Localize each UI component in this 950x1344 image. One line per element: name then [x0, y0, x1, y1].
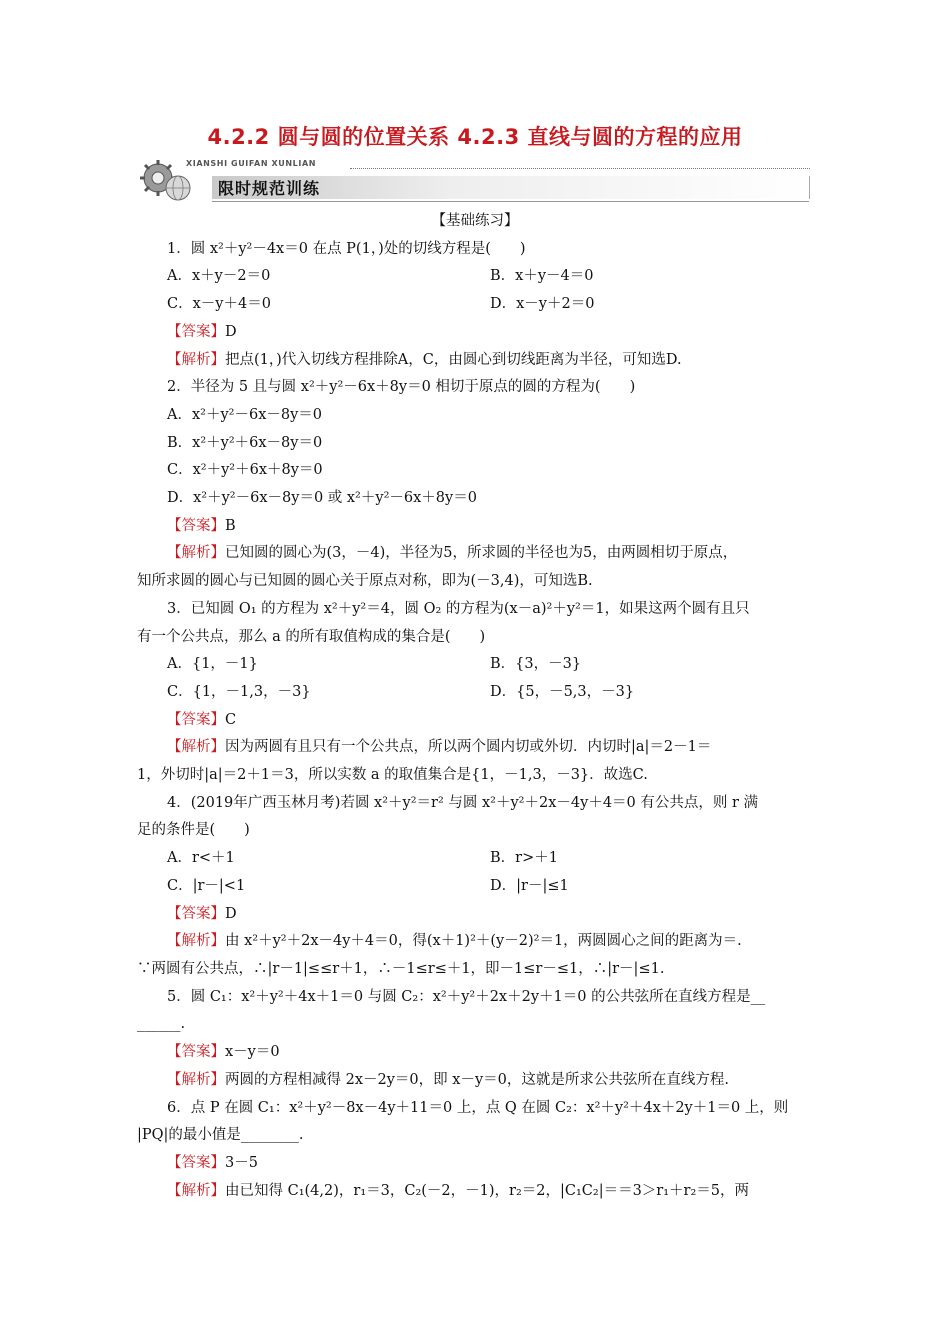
q1-options-row-2	[137, 291, 813, 319]
q2-option-d: D．x²＋y²－6x－8y＝0 或 x²＋y²－6x＋8y＝0	[167, 490, 477, 507]
q4-answer	[137, 901, 813, 929]
q3-option-a: A．{1，－1}	[167, 656, 258, 673]
q3-option-c: C．{1，－1,3，－3}	[167, 683, 311, 700]
q6-explanation	[137, 1178, 813, 1206]
q4-explanation	[137, 928, 813, 956]
banner-label: 限时规范训练	[218, 179, 321, 198]
q4-option-a: A．r<＋1	[167, 850, 235, 867]
q6-stem-2: |PQ|的最小值是________.	[137, 1127, 304, 1144]
answer-tag: 【答案】	[167, 1044, 225, 1061]
q6-stem-1: 6．点 P 在圆 C₁：x²＋y²－8x－4y＋11＝0 上，点 Q 在圆 C₂：x²＋y²＋4x＋2y＋1＝0 上，则	[167, 1099, 789, 1116]
q5-answer	[137, 1039, 813, 1067]
answer-tag: 【答案】	[167, 517, 225, 534]
q1-option-d: D．x－y＋2＝0	[490, 296, 595, 313]
section-heading: 【基础练习】	[431, 213, 519, 229]
explain-tag: 【解析】	[167, 351, 225, 368]
q6-answer	[137, 1150, 813, 1178]
q4-options-row-1	[137, 845, 813, 873]
q2-option-b: B．x²＋y²＋6x－8y＝0	[167, 434, 323, 451]
q4-stem-2: 足的条件是( )	[137, 822, 250, 839]
banner-subtitle: XIANSHI GUIFAN XUNLIAN	[186, 159, 317, 168]
q1-answer	[137, 319, 813, 347]
q3-options-row-1	[137, 651, 813, 679]
q1-options-row-1	[137, 263, 813, 291]
q3-stem-1: 3．已知圆 O₁ 的方程为 x²＋y²＝4，圆 O₂ 的方程为(x－a)²＋y²＝1，如果这两个圆有且只	[167, 600, 750, 617]
q3-options-row-2	[137, 679, 813, 707]
q1-option-a: A．x＋y－2＝0	[167, 268, 271, 285]
q3-explain-text-1: 因为两圆有且只有一个公共点，所以两个圆内切或外切．内切时|a|＝2－1＝	[225, 739, 712, 756]
banner-divider	[350, 168, 810, 169]
answer-tag: 【答案】	[167, 1154, 225, 1171]
q2-option-a: A．x²＋y²－6x－8y＝0	[167, 406, 323, 423]
explain-tag: 【解析】	[167, 739, 225, 756]
q5-explain-text: 两圆的方程相减得 2x－2y＝0，即 x－y＝0，这就是所求公共弦所在直线方程.	[225, 1071, 729, 1088]
q4-option-d: D．|r－|≤1	[490, 877, 569, 894]
explain-tag: 【解析】	[167, 1182, 225, 1199]
explain-tag: 【解析】	[167, 933, 225, 950]
q3-answer	[137, 707, 813, 735]
q6-explain-text: 由已知得 C₁(4,2)，r₁＝3，C₂(－2，－1)，r₂＝2，|C₁C₂|＝＝3＞r₁＋r₂＝5，两	[225, 1182, 750, 1199]
q4-stem-1: 4．(2019年广西玉林月考)若圆 x²＋y²＝r² 与圆 x²＋y²＋2x－4y＋4＝0 有公共点，则 r 满	[167, 794, 759, 811]
explain-tag: 【解析】	[167, 1071, 225, 1088]
q3-explanation	[137, 734, 813, 762]
q5-stem-1: 5．圆 C₁：x²＋y²＋4x＋1＝0 与圆 C₂：x²＋y²＋2x＋2y＋1＝0 的公共弦所在直线方程是__	[167, 988, 766, 1005]
q1-stem: 1．圆 x²＋y²－4x＝0 在点 P(1，)处的切线方程是( )	[167, 240, 526, 257]
q1-explain-text: 把点(1，)代入切线方程排除A，C，由圆心到切线距离为半径，可知选D.	[225, 351, 682, 368]
q3-stem-2: 有一个公共点，那么 a 的所有取值构成的集合是( )	[137, 628, 486, 645]
answer-tag: 【答案】	[167, 711, 225, 728]
q1-answer-value: D	[225, 323, 237, 340]
q4-option-c: C．|r－|<1	[167, 877, 246, 894]
q2-explanation	[137, 540, 813, 568]
q2-answer-value: B	[225, 517, 236, 534]
q2-stem: 2．半径为 5 且与圆 x²＋y²－6x＋8y＝0 相切于原点的圆的方程为( )	[167, 379, 636, 396]
q3-answer-value: C	[225, 711, 237, 728]
q3-explain-text-2: 1，外切时|a|＝2＋1＝3，所以实数 a 的取值集合是{1，－1,3，－3}．故选C.	[137, 767, 648, 784]
q4-option-b: B．r>＋1	[490, 850, 558, 867]
section-banner	[138, 156, 810, 208]
answer-tag: 【答案】	[167, 323, 225, 340]
explain-tag: 【解析】	[167, 545, 225, 562]
q5-stem-2: ______.	[137, 1016, 186, 1033]
q3-option-d: D．{5，－5,3，－3}	[490, 683, 635, 700]
exercise-content	[137, 208, 813, 1205]
q2-explain-text-2: 知所求圆的圆心与已知圆的圆心关于原点对称，即为(－3,4)，可知选B.	[137, 573, 593, 590]
answer-tag: 【答案】	[167, 905, 225, 922]
q3-option-b: B．{3，－3}	[490, 656, 582, 673]
q4-options-row-2	[137, 873, 813, 901]
q4-answer-value: D	[225, 905, 237, 922]
page-title: 4.2.2 圆与圆的位置关系 4.2.3 直线与圆的方程的应用	[207, 125, 743, 149]
q1-option-b: B．x＋y－4＝0	[490, 268, 594, 285]
q4-explain-text-2: ∵两圆有公共点，∴|r－1|≤≤r＋1，∴－1≤r≤＋1，即－1≤r－≤1，∴|r－|≤1.	[137, 960, 665, 977]
q5-explanation	[137, 1067, 813, 1095]
q1-option-c: C．x－y＋4＝0	[167, 296, 271, 313]
q2-explain-text-1: 已知圆的圆心为(3，－4)，半径为5，所求圆的半径也为5，由两圆相切于原点，	[225, 545, 738, 562]
q2-answer	[137, 513, 813, 541]
q1-explanation	[137, 347, 813, 375]
q5-answer-value: x－y＝0	[225, 1044, 280, 1061]
q6-answer-value: 3－5	[225, 1154, 258, 1171]
q4-explain-text-1: 由 x²＋y²＋2x－4y＋4＝0，得(x＋1)²＋(y－2)²＝1，两圆圆心之间的距离为＝.	[225, 933, 742, 950]
q2-option-c: C．x²＋y²＋6x＋8y＝0	[167, 462, 323, 479]
